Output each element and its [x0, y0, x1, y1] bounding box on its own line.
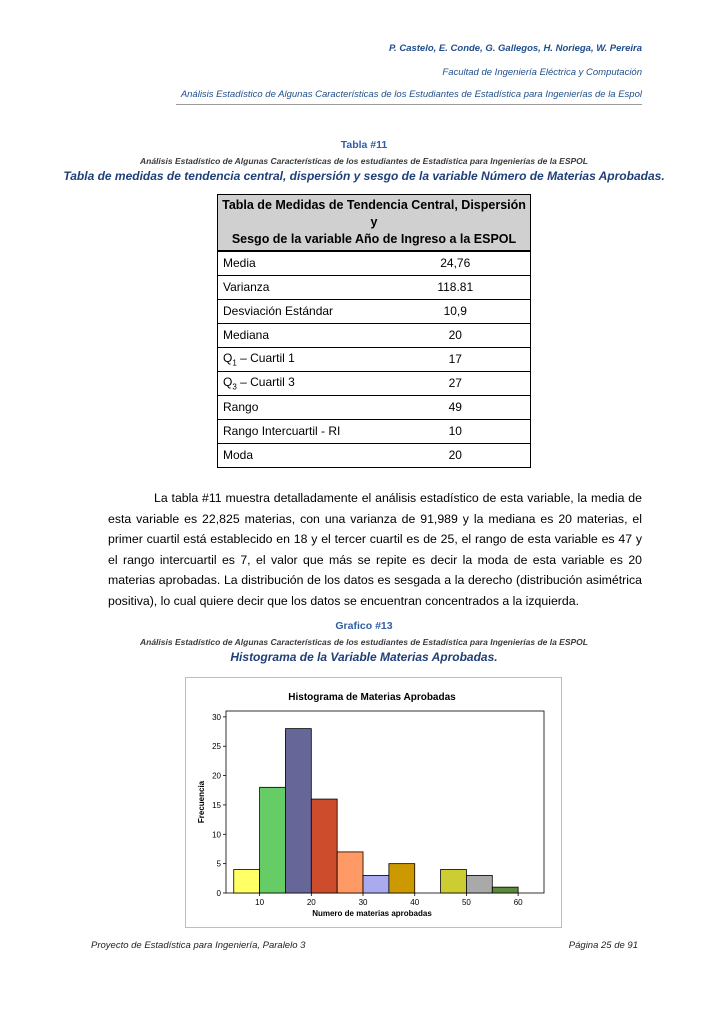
row-label: Desviación Estándar [218, 299, 381, 323]
row-value: 17 [381, 347, 531, 371]
x-axis-label: Numero de materias aprobadas [312, 909, 432, 918]
row-label: Mediana [218, 323, 381, 347]
y-tick-label-25: 25 [212, 742, 221, 752]
row-value: 20 [381, 323, 531, 347]
histogram-bar-9 [466, 875, 492, 893]
histogram-bar-8 [441, 870, 467, 893]
histogram-bar-4 [337, 852, 363, 893]
table-row [218, 299, 531, 323]
footer-left: Proyecto de Estadística para Ingeniería, Paralelo 3 [91, 940, 306, 951]
stats-table-header-line1: Tabla de Medidas de Tendencia Central, Dispersión y [222, 198, 526, 229]
row-value: 10 [381, 419, 531, 443]
x-tick-label-10: 10 [255, 898, 265, 907]
stats-table-header [218, 195, 531, 252]
table-row [218, 323, 531, 347]
q1-subscript: 1 [232, 358, 237, 368]
histogram-bar-0 [234, 870, 260, 893]
q1-letter: Q [223, 350, 233, 365]
q1-suffix: – Cuartil 1 [236, 350, 295, 365]
histogram-bar-3 [311, 799, 337, 893]
row-value: 27 [381, 371, 531, 395]
row-value: 49 [381, 395, 531, 419]
header-running-title: Análisis Estadístico de Algunas Características de los Estudiantes de Estadística para Ingenierías de la Espol [180, 89, 642, 100]
footer-page-number: Página 25 de 91 [568, 940, 638, 951]
table-row [218, 275, 531, 299]
table-row [218, 419, 531, 443]
q3-subscript: 3 [232, 382, 237, 392]
q3-suffix: – Cuartil 3 [236, 374, 295, 389]
histogram-bar-1 [260, 787, 286, 893]
chart-title: Histograma de Materias Aprobadas [288, 692, 456, 703]
histogram-svg [186, 678, 563, 929]
row-label: Rango Intercuartil - RI [218, 419, 381, 443]
row-value: 118.81 [381, 275, 531, 299]
histogram-bar-2 [285, 729, 311, 893]
y-tick-label-20: 20 [212, 771, 221, 781]
row-label [218, 371, 381, 395]
y-tick-label-10: 10 [212, 830, 221, 840]
row-label: Varianza [218, 275, 381, 299]
y-tick-label-0: 0 [216, 889, 221, 898]
row-label [218, 347, 381, 371]
y-tick-label-15: 15 [212, 800, 221, 810]
body-paragraph-text: La tabla #11 muestra detalladamente el análisis estadístico de esta variable, la media de esta variable es 22,825 materias, con una varianza de 91,989 y la mediana es 20 materias, el primer cuartil está establecido en 18 y el tercer cuartil es de 25, el rango de esta variable es 47 y el rango intercuartil es 7, el valor que más se repite es decir la moda de esta variable es 20 materias aprobadas. La distribución de los datos es sesgada a la derecho (distribución asimétrica positiva), lo cual quiere decir que los datos se encuentran concentrados a la izquierda. [108, 491, 642, 608]
x-tick-label-20: 20 [306, 898, 316, 907]
y-tick-label-5: 5 [216, 859, 221, 869]
stats-table [217, 194, 531, 468]
y-tick-label-30: 30 [212, 712, 221, 722]
table-row [218, 251, 531, 275]
body-paragraph [108, 488, 642, 612]
header-authors: P. Castelo, E. Conde, G. Gallegos, H. Noriega, W. Pereira [388, 43, 642, 54]
row-value: 10,9 [381, 299, 531, 323]
row-value: 24,76 [381, 251, 531, 275]
table-row [218, 443, 531, 467]
row-label: Media [218, 251, 381, 275]
table-caption-title: Tabla de medidas de tendencia central, dispersión y sesgo de la variable Número de Materias Aprobadas. [63, 169, 665, 183]
histogram-bar-5 [363, 875, 389, 893]
chart-caption-title: Histograma de la Variable Materias Aprobadas. [230, 650, 498, 664]
header-faculty: Facultad de Ingeniería Eléctrica y Computación [442, 67, 642, 78]
q3-letter: Q [223, 374, 233, 389]
row-label: Rango [218, 395, 381, 419]
y-axis-label: Frecuencia [197, 780, 206, 824]
table-caption-subtitle: Análisis Estadístico de Algunas Características de los estudiantes de Estadística para Ingenierías de la ESPOL [140, 156, 588, 166]
chart-caption-number: Grafico #13 [335, 620, 393, 632]
x-tick-label-60: 60 [513, 898, 523, 907]
x-tick-label-40: 40 [410, 898, 420, 907]
table-caption-number: Tabla #11 [340, 139, 388, 151]
table-row [218, 395, 531, 419]
histogram-bar-6 [389, 864, 415, 893]
histogram-bar-10 [492, 887, 518, 893]
stats-table-header-line2: Sesgo de la variable Año de Ingreso a la ESPOL [231, 232, 517, 246]
table-row [218, 371, 531, 395]
header-divider [176, 104, 642, 105]
histogram-chart [185, 677, 562, 928]
x-tick-label-50: 50 [461, 898, 471, 907]
row-label: Moda [218, 443, 381, 467]
chart-caption-subtitle: Análisis Estadístico de Algunas Características de los estudiantes de Estadística para Ingenierías de la ESPOL [140, 637, 588, 647]
table-row [218, 347, 531, 371]
x-tick-label-30: 30 [358, 898, 368, 907]
row-value: 20 [381, 443, 531, 467]
